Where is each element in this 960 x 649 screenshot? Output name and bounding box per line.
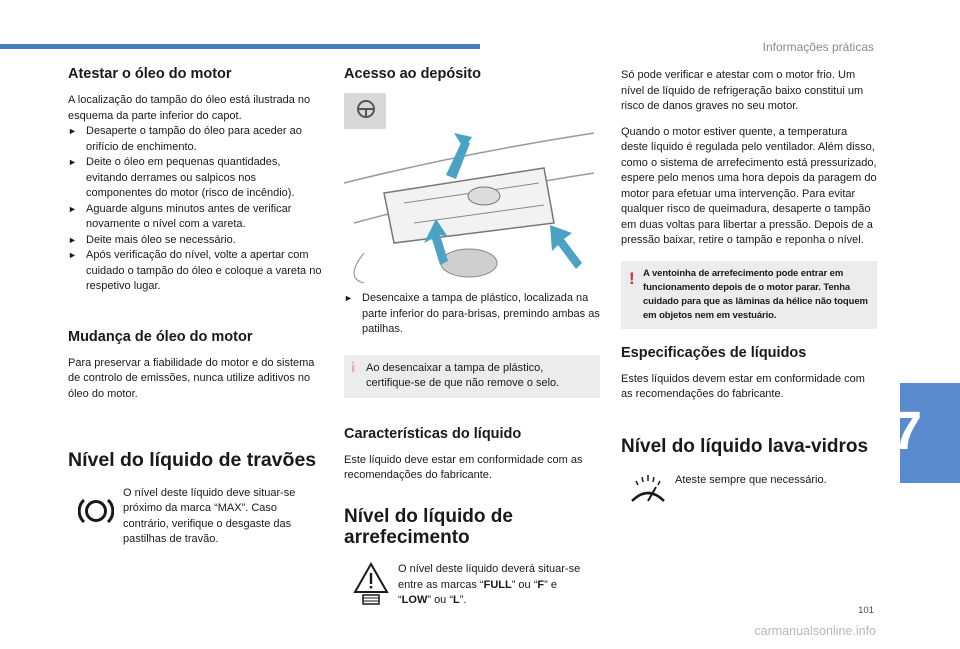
column-3 — [621, 68, 877, 505]
brake-warning-icon — [68, 486, 123, 526]
fluid-characteristics-title: Características do líquido — [344, 425, 522, 442]
list-item: ► Aguarde alguns minutos antes de verificar novamente o nível com a vareta. — [68, 202, 292, 230]
section-title: Informações práticas — [762, 40, 874, 54]
oil-change-title: Mudança de óleo do motor — [68, 328, 253, 345]
warning-note: ! A ventoinha de arrefecimento pode entrar em funcionamento depois de o motor parar. Tenha cuidado para que as lâminas da hélice não toquem em objetos nem em vestuário. — [621, 261, 877, 329]
reservoir-access-title: Acesso ao depósito — [344, 66, 481, 82]
oil-top-up-steps — [68, 124, 324, 295]
list-item: ► Deite mais óleo se necessário. — [68, 233, 324, 249]
column-2 — [344, 66, 600, 609]
list-item: ► Após verificação do nível, volte a apertar com cuidado o tampão do óleo e coloque a vareta no respetivo lugar. — [68, 249, 322, 292]
list-item: ► Desencaixe a tampa de plástico, localizada na parte inferior do para-brisas, premindo ambas as patilhas. — [344, 292, 600, 335]
oil-change-text: Para preservar a fiabilidade do motor e do sistema de controlo de emissões, nunca utilize aditivos no óleo do motor. — [68, 356, 315, 400]
reservoir-access-steps — [344, 291, 600, 338]
bullet-arrow-icon: ► — [68, 157, 77, 167]
washer-fluid-icon — [621, 473, 675, 505]
coolant-warning-icon — [344, 562, 398, 606]
oil-top-up-title: Atestar o óleo do motor — [68, 66, 232, 82]
coolant-hot-note: Quando o motor estiver quente, a temperatura deste líquido é regulada pelo ventilador. Além disso, como o sistema de arrefecimento está pressurizado, espere pelo menos uma hora depois da paragem do motor para efetuar uma intervenção. Para evitar qualquer risco de queimadura, desaperte o tampão em duas voltas para libertar a pressão. Depois de a pressão baixar, retire o tampão e reponha o nível. — [621, 125, 877, 246]
page-number: 101 — [858, 605, 874, 616]
coolant-text: O nível deste líquido deverá situar-se entre as marcas “FULL” ou “F” e “LOW” ou “L”. — [398, 563, 581, 607]
top-accent-bar — [0, 44, 480, 49]
coolant-title: Nível do líquido de arrefecimento — [344, 505, 513, 548]
bullet-arrow-icon: ► — [68, 250, 77, 260]
bullet-arrow-icon: ► — [344, 293, 353, 303]
chapter-number: 7 — [892, 401, 923, 461]
fluid-characteristics-text: Este líquido deve estar em conformidade com as recomendações do fabricante. — [344, 453, 583, 481]
washer-fluid-row — [621, 473, 877, 505]
info-icon: i — [351, 359, 356, 376]
bullet-arrow-icon: ► — [68, 126, 77, 136]
bullet-arrow-icon: ► — [68, 234, 77, 245]
washer-fluid-title: Nível do líquido lava-vidros — [621, 435, 869, 457]
watermark: carmanualsonline.info — [754, 624, 876, 638]
list-item: ► Deite o óleo em pequenas quantidades, evitando derrames ou salpicos nos componentes do motor (risco de incêndio). — [68, 156, 295, 199]
brake-fluid-title: Nível do líquido de travões — [68, 449, 317, 471]
windshield-cover-illustration — [344, 93, 600, 283]
brake-fluid-row — [68, 486, 324, 548]
info-note: i Ao desencaixar a tampa de plástico, certifique-se de que não remove o selo. — [344, 355, 600, 398]
brake-fluid-text: O nível deste líquido deve situar-se próximo da marca “MAX”. Caso contrário, verifique o desgaste das pastilhas de travão. — [123, 486, 296, 546]
fluid-specs-text: Estes líquidos devem estar em conformidade com as recomendações do fabricante. — [621, 372, 865, 400]
coolant-cold-note: Só pode verificar e atestar com o motor frio. Um nível de líquido de refrigeração baixo constitui um risco de danos graves no seu motor. — [621, 69, 864, 112]
column-1 — [68, 66, 324, 548]
oil-top-up-intro: A localização do tampão do óleo está ilustrada no esquema da parte inferior do capot. — [68, 94, 311, 122]
warning-exclamation-icon: ! — [629, 268, 635, 288]
list-item: ► Desaperte o tampão do óleo para aceder ao orifício de enchimento. — [68, 125, 302, 153]
fluid-specs-title: Especificações de líquidos — [621, 344, 807, 361]
coolant-row — [344, 562, 600, 609]
bullet-arrow-icon: ► — [68, 203, 77, 214]
washer-fluid-text: Ateste sempre que necessário. — [675, 473, 827, 486]
